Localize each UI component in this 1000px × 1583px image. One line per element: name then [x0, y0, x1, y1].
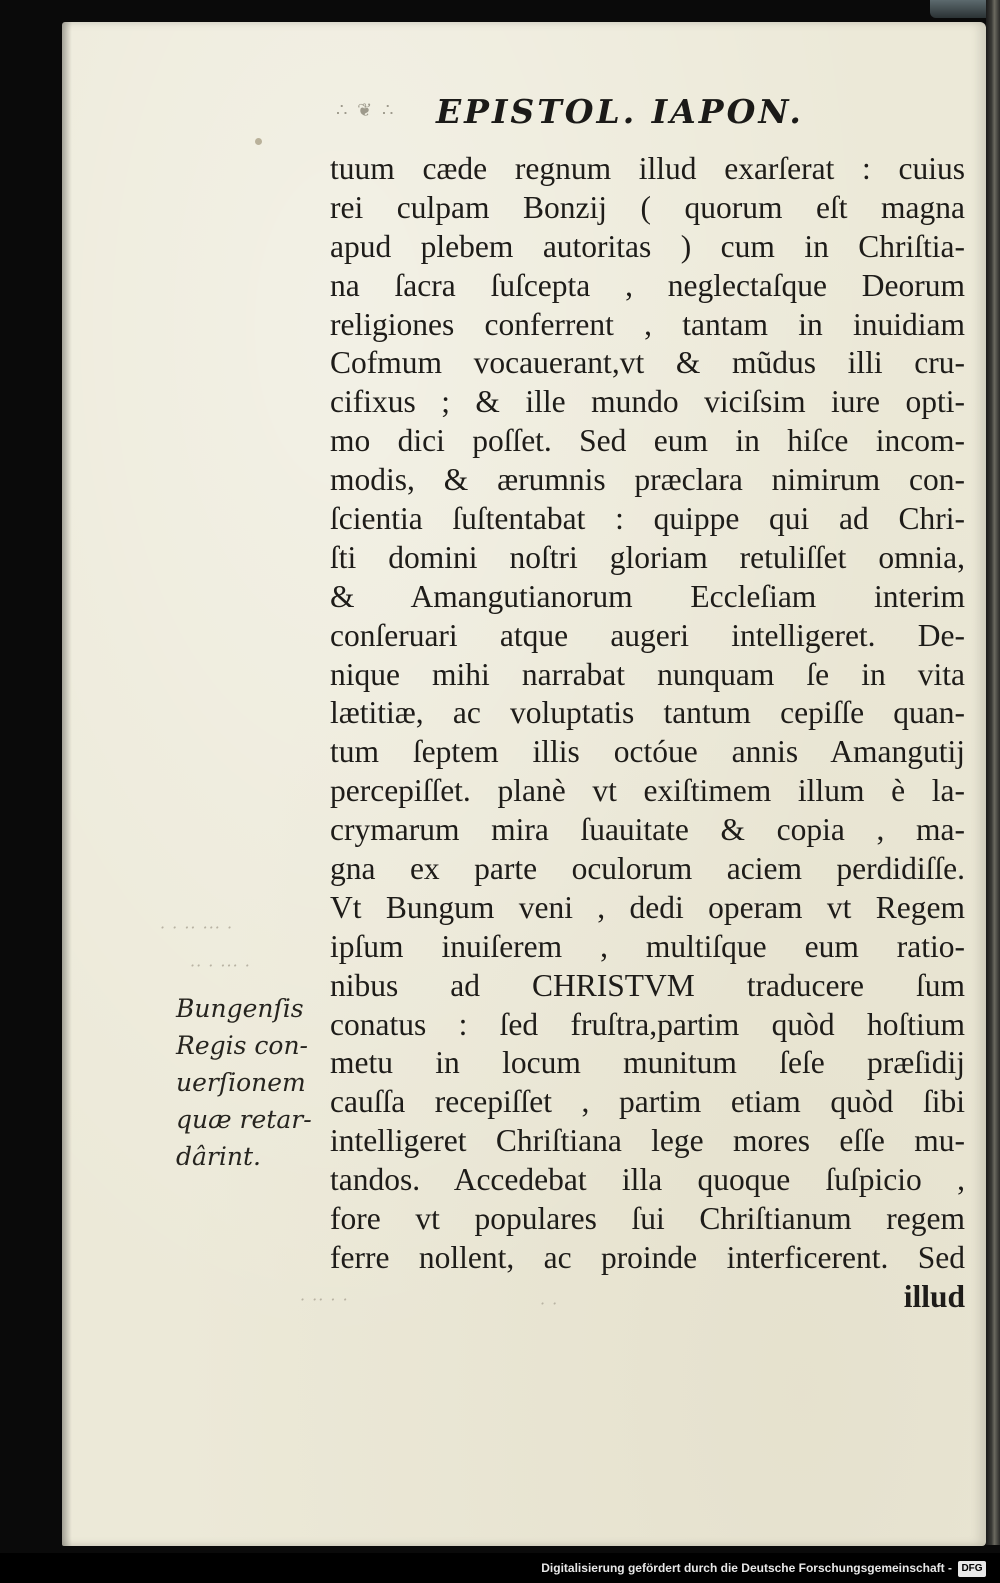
text-line: cifixus ; & ille mundo viciſsim iure opti-	[330, 384, 965, 420]
margin-note-line: uerſionem	[176, 1068, 306, 1097]
margin-note-line: quæ retar-	[176, 1105, 312, 1134]
text-line: mo dici poſſet. Sed eum in hiſce incom-	[330, 423, 965, 459]
text-line: tuum cæde regnum illud exarſerat : cuius	[330, 151, 965, 186]
text-line: rei culpam Bonzij ( quorum eſt magna	[330, 189, 965, 225]
text-line: ſcientia ſuſtentabat : quippe qui ad Chri-	[330, 501, 965, 537]
text-line: religiones conferrent , tantam in inuidiam	[330, 306, 965, 342]
dfg-logo: DFG	[958, 1561, 986, 1577]
text-line: cauſſa recepiſſet , partim etiam quòd ſibi	[330, 1084, 965, 1120]
catchword: illud	[903, 1278, 965, 1314]
book-board-edge	[986, 0, 1000, 1545]
text-line: na ſacra ſuſcepta , neglectaſque Deorum	[330, 267, 965, 303]
text-line: ipſum inuiſerem , multiſque eum ratio-	[330, 928, 965, 964]
text-line: conatus : ſed fruſtra,partim quòd hoſtium	[330, 1006, 965, 1042]
text-line: ſti domini noſtri gloriam retuliſſet omnia,	[330, 539, 965, 575]
margin-note-line: Regis con-	[176, 1031, 308, 1060]
head-ornament: ∴ ❦ ∴	[336, 100, 396, 121]
text-line: fore vt populares ſui Chriſtianum regem	[330, 1201, 965, 1237]
digitization-credit: Digitalisierung gefördert durch die Deutsche Forschungsgemeinschaft -	[541, 1561, 952, 1575]
text-line: Vt Bungum veni , dedi operam vt Regem	[330, 889, 965, 925]
text-line: conſeruari atque augeri intelligeret. De-	[330, 617, 965, 653]
text-line: metu in locum munitum ſeſe præſidij	[330, 1045, 965, 1081]
text-line: tum ſeptem illis octóue annis Amangutij	[330, 734, 965, 770]
text-line: nique mihi narrabat nunquam ſe in vita	[330, 656, 965, 692]
text-line: nibus ad CHRISTVM traducere ſum	[330, 967, 965, 1003]
page-fold-shadow	[62, 22, 72, 1546]
text-line: gna ex parte oculorum aciem perdidiſſe.	[330, 851, 965, 887]
show-through-mark: · · ·· ··· ·	[160, 918, 234, 937]
text-line: tandos. Accedebat illa quoque ſuſpicio ,	[330, 1162, 965, 1198]
text-line: ferre nollent, ac proinde interficerent. Sed	[330, 1239, 965, 1275]
text-line: & Amangutianorum Eccleſiam interim	[330, 578, 965, 614]
text-line: apud plebem autoritas ) cum in Chriſtia-	[330, 228, 965, 264]
text-line: crymarum mira ſuauitate & copia , ma-	[330, 812, 965, 848]
text-line: lætitiæ, ac voluptatis tantum cepiſſe quan-	[330, 695, 965, 731]
page-stain	[255, 138, 262, 145]
show-through-mark: · ·· · ·	[300, 1290, 349, 1309]
running-head: EPISTOL. IAPON.	[436, 92, 804, 131]
show-through-mark: ·· · ··· ·	[190, 956, 251, 975]
margin-note-line: dârint.	[176, 1142, 261, 1171]
text-line: percepiſſet. planè vt exiſtimem illum è la-	[330, 773, 965, 809]
margin-note	[176, 990, 326, 1175]
text-line: modis, & ærumnis præclara nimirum con-	[330, 462, 965, 498]
show-through-mark: · ·	[540, 1294, 559, 1313]
text-line: intelligeret Chriſtiana lege mores eſſe mu-	[330, 1123, 965, 1159]
text-line: Cofmum vocauerant,vt & mũdus illi cru-	[330, 345, 965, 381]
body-text	[330, 150, 965, 1317]
margin-note-line: Bungenſis	[176, 994, 304, 1023]
